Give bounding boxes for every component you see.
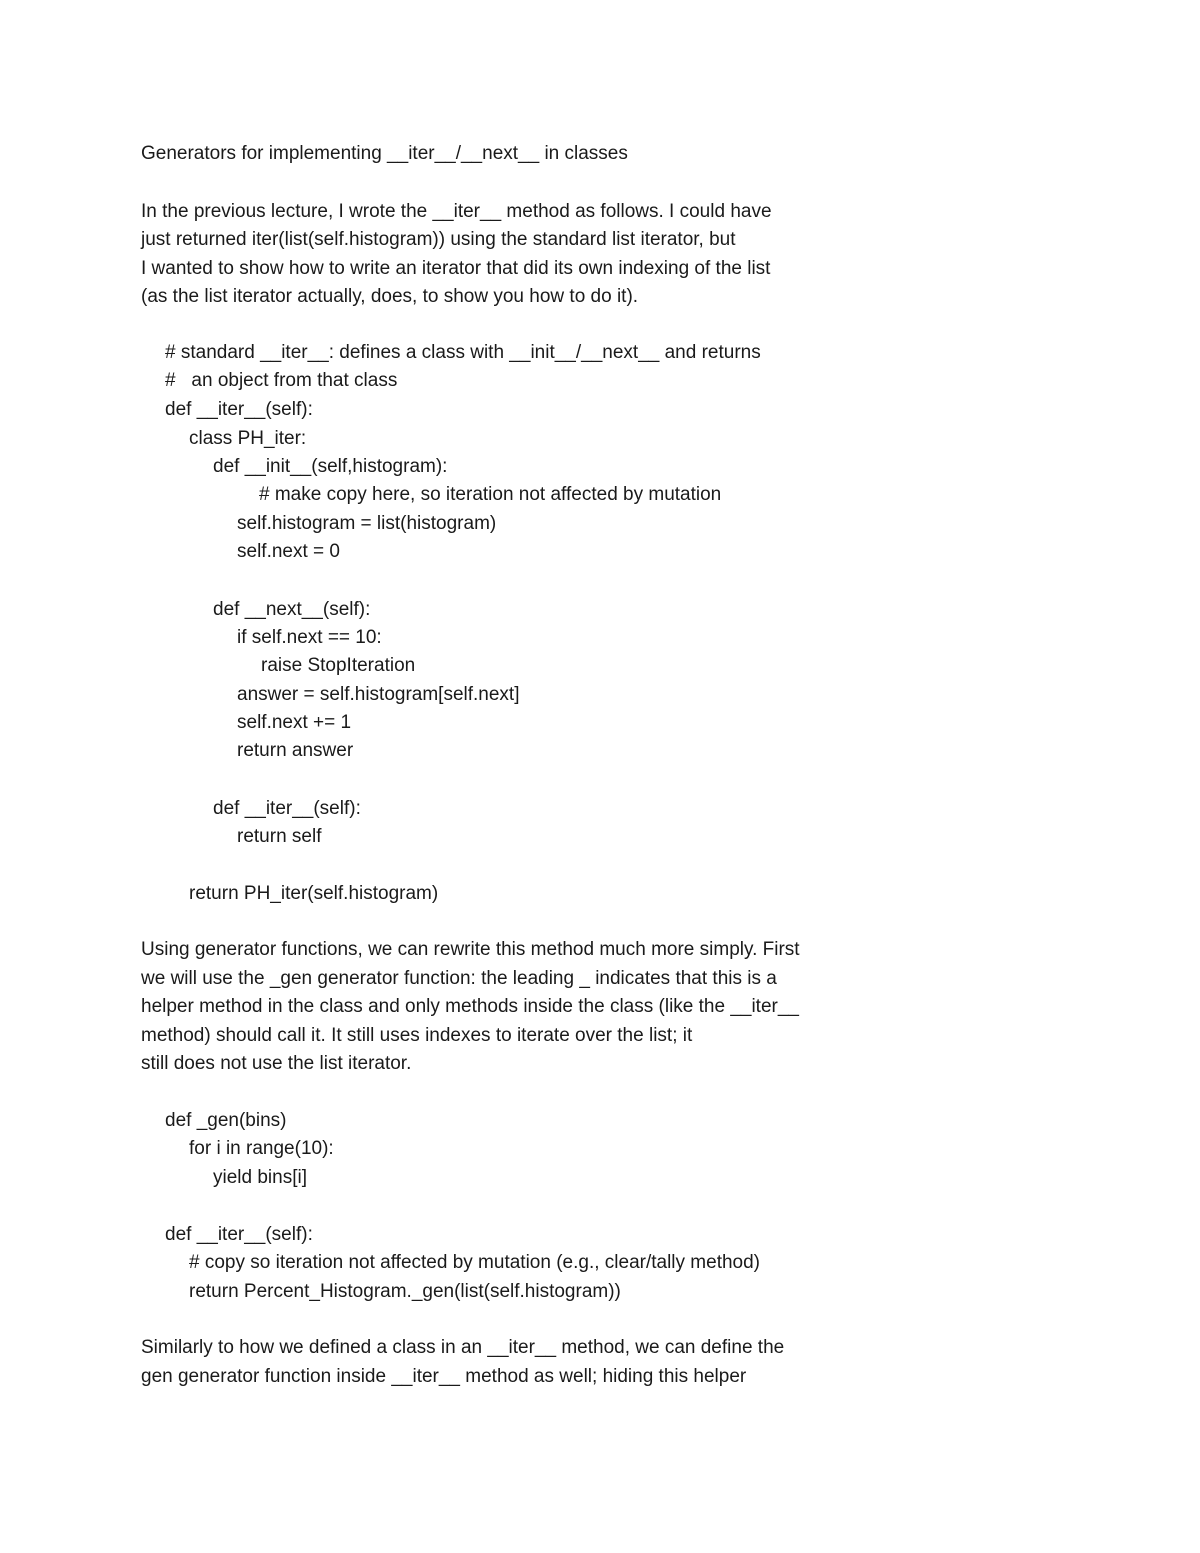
code-line: return answer [237,740,354,761]
paragraph-line: still does not use the list iterator. [141,1053,412,1074]
code-line: def _gen(bins) [165,1110,287,1131]
page-title: Generators for implementing __iter__/__next__ in classes [141,143,628,164]
code-line: answer = self.histogram[self.next] [237,684,520,705]
paragraph-line: helper method in the class and only methods inside the class (like the __iter__ [141,996,799,1017]
paragraph-line: method) should call it. It still uses indexes to iterate over the list; it [141,1025,693,1046]
paragraph-line: we will use the _gen generator function: the leading _ indicates that this is a [141,968,777,989]
paragraph-line: just returned iter(list(self.histogram)) using the standard list iterator, but [141,229,736,250]
code-line: return Percent_Histogram._gen(list(self.histogram)) [189,1281,621,1302]
paragraph-line: I wanted to show how to write an iterator that did its own indexing of the list [141,258,771,279]
code-line: # make copy here, so iteration not affected by mutation [259,484,722,505]
code-line: self.next = 0 [237,541,340,562]
code-line: class PH_iter: [189,428,307,449]
paragraph-line: (as the list iterator actually, does, to show you how to do it). [141,286,639,307]
code-line: yield bins[i] [213,1167,307,1188]
code-line: for i in range(10): [189,1138,334,1159]
code-line: def __init__(self,histogram): [213,456,448,477]
code-line: def __next__(self): [213,599,371,620]
paragraph-line: In the previous lecture, I wrote the __iter__ method as follows. I could have [141,201,772,222]
code-line: return self [237,826,322,847]
paragraph-line: Using generator functions, we can rewrite this method much more simply. First [141,939,800,960]
paragraph-line: Similarly to how we defined a class in an __iter__ method, we can define the [141,1337,785,1358]
code-line: self.histogram = list(histogram) [237,513,497,534]
code-line: self.next += 1 [237,712,352,733]
code-line: # standard __iter__: defines a class with __init__/__next__ and returns [165,342,761,363]
code-line: def __iter__(self): [165,1224,313,1245]
code-line: # an object from that class [165,370,398,391]
code-line: raise StopIteration [261,655,416,676]
code-line: if self.next == 10: [237,627,382,648]
code-line: def __iter__(self): [213,798,361,819]
code-line: return PH_iter(self.histogram) [189,883,439,904]
paragraph-line: gen generator function inside __iter__ method as well; hiding this helper [141,1366,747,1387]
code-line: # copy so iteration not affected by mutation (e.g., clear/tally method) [189,1252,761,1273]
code-line: def __iter__(self): [165,399,313,420]
